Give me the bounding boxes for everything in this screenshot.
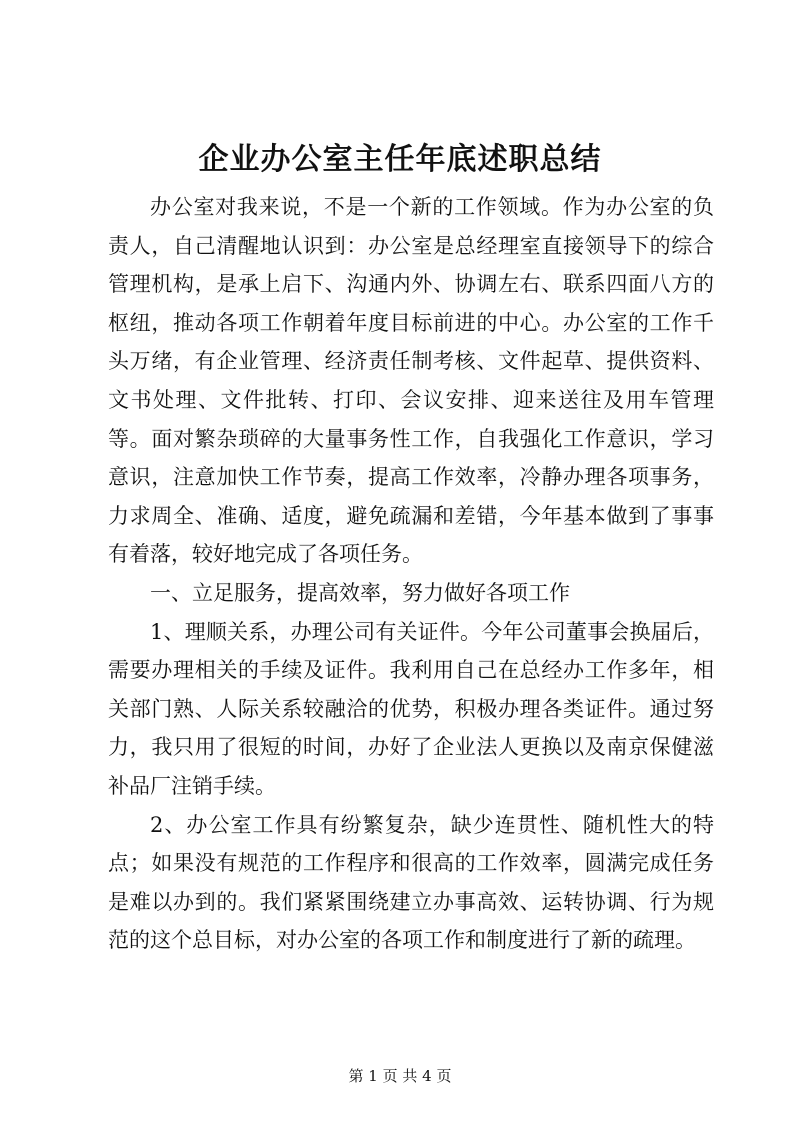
page-footer: 第 1 页 共 4 页 — [348, 1067, 452, 1085]
paragraph-item-2: 2、办公室工作具有纷繁复杂，缺少连贯性、随机性大的特点；如果没有规范的工作程序和很高的工作效率，圆满完成任务是难以办到的。我们紧紧围绕建立办事高效、运转协调、行为规范的这个总目标，对办公室的各项工作和制度进行了新的疏理。 — [108, 812, 714, 953]
paragraph-item-1: 1、理顺关系，办理公司有关证件。今年公司董事会换届后，需要办理相关的手续及证件。我利用自己在总经办工作多年，相关部门熟、人际关系较融洽的优势，积极办理各类证件。通过努力，我只用了很短的时间，办好了企业法人更换以及南京保健滋补品厂注销手续。 — [108, 619, 714, 798]
paragraph-intro: 办公室对我来说，不是一个新的工作领域。作为办公室的负责人，自己清醒地认识到：办公室是总经理室直接领导下的综合管理机构，是承上启下、沟通内外、协调左右、联系四面八方的枢纽，推动各项工作朝着年度目标前进的中心。办公室的工作千头万绪，有企业管理、经济责任制考核、文件起草、提供资料、文书处理、文件批转、打印、会议安排、迎来送往及用车管理等。面对繁杂琐碎的大量事务性工作，自我强化工作意识，学习意识，注意加快工作节奏，提高工作效率，冷静办理各项事务，力求周全、准确、适度，避免疏漏和差错，今年基本做到了事事有着落，较好地完成了各项任务。 — [108, 195, 714, 567]
section-heading-1: 一、立足服务，提高效率，努力做好各项工作 — [150, 580, 570, 605]
document-title: 企业办公室主任年底述职总结 — [198, 142, 602, 177]
document-body — [108, 188, 714, 960]
